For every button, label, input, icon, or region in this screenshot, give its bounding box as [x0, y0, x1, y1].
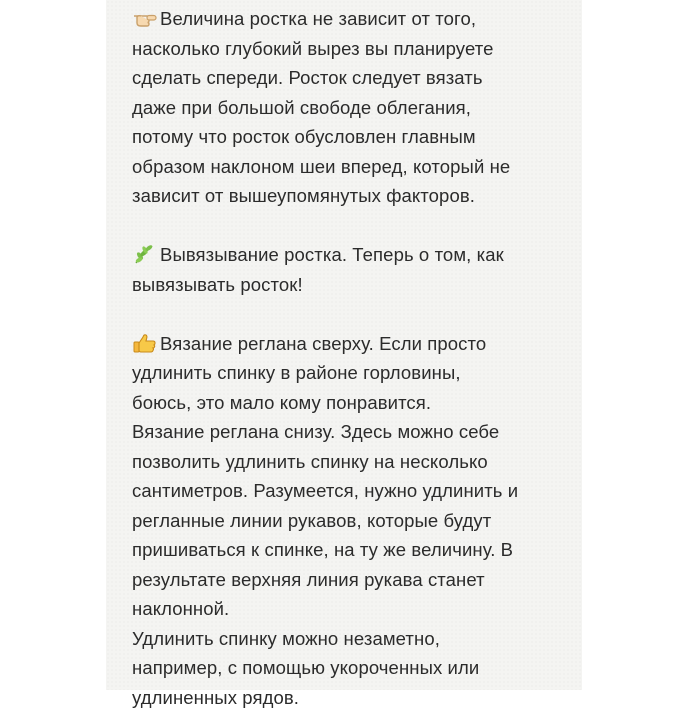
herb-leaf-icon [132, 243, 158, 265]
paragraph-binding [132, 240, 572, 299]
text-line: удлинить спинку в районе горловины, [132, 358, 572, 388]
text-line: Вывязывание ростка. Теперь о том, как [132, 240, 572, 270]
note-text [132, 4, 572, 712]
text-line: зависит от вышеупомянутых факторов. [132, 181, 572, 211]
text-line: позволить удлинить спинку на несколько [132, 447, 572, 477]
text-line: боюсь, это мало кому понравится. [132, 388, 572, 418]
text-line: сделать спереди. Росток следует вязать [132, 63, 572, 93]
text-line: Вязание реглана сверху. Если просто [132, 329, 572, 359]
text-line: регланные линии рукавов, которые будут [132, 506, 572, 536]
text-line: удлиненных рядов. [132, 683, 572, 712]
text-line: сантиметров. Разумеется, нужно удлинить и [132, 476, 572, 506]
text-line: образом наклоном шеи вперед, который не [132, 152, 572, 182]
text-line: Удлинить спинку можно незаметно, [132, 624, 572, 654]
text-line: например, с помощью укороченных или [132, 653, 572, 683]
text-line: результате верхняя линия рукава станет [132, 565, 572, 595]
pointing-hand-icon [132, 7, 158, 29]
thumbs-up-icon [132, 332, 158, 354]
text-line: потому что росток обусловлен главным [132, 122, 572, 152]
text-line: вывязывать росток! [132, 270, 572, 300]
text-line: Величина ростка не зависит от того, [132, 4, 572, 34]
paragraph-gap [132, 299, 572, 329]
paragraph-gap [132, 211, 572, 241]
text-line: пришиваться к спинке, на ту же величину. В [132, 535, 572, 565]
paragraph-raglan [132, 329, 572, 712]
text-line: даже при большой свободе облегания, [132, 93, 572, 123]
text-line: Вязание реглана снизу. Здесь можно себе [132, 417, 572, 447]
paragraph-row-size [132, 4, 572, 211]
text-line: насколько глубокий вырез вы планируете [132, 34, 572, 64]
text-line: наклонной. [132, 594, 572, 624]
